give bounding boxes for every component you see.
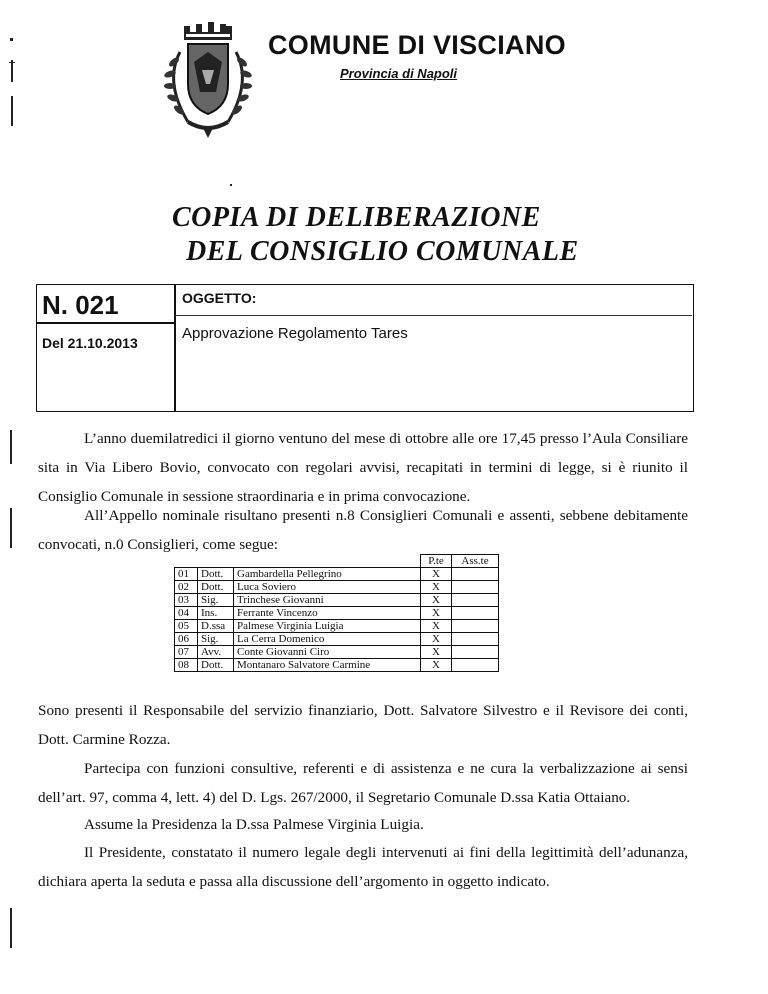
paragraph-text: L’anno duemilatredici il giorno ventuno del mese di ottobre alle ore 17,45 presso l’Aula Consiliare sita in Via Libero Bovio, convocato con regolari avvisi, recapitati in termini di legge, si è riunito il Consiglio Comunale in sessione straordinaria e in prima convocazione. xyxy=(38,430,688,505)
resolution-date: Del 21.10.2013 xyxy=(42,335,138,351)
paragraph-attendees xyxy=(38,696,688,754)
row-title: D.ssa xyxy=(198,620,234,633)
row-number: 01 xyxy=(175,568,198,581)
paragraph-presidency xyxy=(38,810,688,839)
row-present: X xyxy=(421,620,452,633)
table-cell xyxy=(198,555,234,568)
row-title: Dott. xyxy=(198,659,234,672)
row-title: Avv. xyxy=(198,646,234,659)
table-row xyxy=(175,594,499,607)
row-number: 02 xyxy=(175,581,198,594)
row-absent xyxy=(452,659,499,672)
row-name: La Cerra Domenico xyxy=(234,633,421,646)
paragraph-text: Assume la Presidenza la D.ssa Palmese Virginia Luigia. xyxy=(84,816,424,833)
table-header-row xyxy=(175,555,499,568)
row-name: Conte Giovanni Ciro xyxy=(234,646,421,659)
scan-mark xyxy=(9,62,15,63)
row-present: X xyxy=(421,659,452,672)
roll-call-table xyxy=(174,554,499,672)
row-number: 06 xyxy=(175,633,198,646)
paragraph-text: Partecipa con funzioni consultive, referenti e di assistenza e ne cura la verbalizzazione ai sensi dell’art. 97, comma 4, lett. 4) del D. Lgs. 267/2000, il Segretario Comunale D.ssa Katia Ottaiano. xyxy=(38,760,688,806)
paragraph-meeting xyxy=(38,424,688,511)
paragraph-text: Il Presidente, constatato il numero legale degli intervenuti ai fini della legittimità dell’adunanza, dichiara aperta la seduta e passa alla discussione dell’argomento in oggetto indicato. xyxy=(38,844,688,890)
row-absent xyxy=(452,633,499,646)
row-absent xyxy=(452,620,499,633)
box-divider xyxy=(174,284,176,412)
row-absent xyxy=(452,607,499,620)
row-number: 04 xyxy=(175,607,198,620)
row-title: Dott. xyxy=(198,568,234,581)
table-row xyxy=(175,568,499,581)
paragraph-opening xyxy=(38,838,688,896)
row-present: X xyxy=(421,633,452,646)
row-present: X xyxy=(421,581,452,594)
document-heading-line1: COPIA DI DELIBERAZIONE xyxy=(172,202,541,233)
subject-label: OGGETTO: xyxy=(182,290,257,306)
header-absent: Ass.te xyxy=(452,555,499,568)
table-row xyxy=(175,659,499,672)
row-present: X xyxy=(421,607,452,620)
row-title: Dott. xyxy=(198,581,234,594)
scan-mark xyxy=(10,908,12,948)
scan-mark xyxy=(10,430,12,464)
paragraph-text: Sono presenti il Responsabile del servizio finanziario, Dott. Salvatore Silvestro e il Revisore dei conti, Dott. Carmine Rozza. xyxy=(38,702,688,748)
subject-text: Approvazione Regolamento Tares xyxy=(182,325,408,342)
row-title: Sig. xyxy=(198,633,234,646)
row-number: 05 xyxy=(175,620,198,633)
table-row xyxy=(175,646,499,659)
paragraph-secretary xyxy=(38,754,688,812)
municipality-title: COMUNE DI VISCIANO xyxy=(268,30,566,60)
resolution-number: N. 021 xyxy=(42,290,119,320)
row-number: 03 xyxy=(175,594,198,607)
row-title: Ins. xyxy=(198,607,234,620)
row-name: Gambardella Pellegrino xyxy=(234,568,421,581)
row-absent xyxy=(452,581,499,594)
box-divider xyxy=(37,322,174,324)
row-absent xyxy=(452,594,499,607)
table-row xyxy=(175,633,499,646)
table-cell xyxy=(234,555,421,568)
header-present: P.te xyxy=(421,555,452,568)
paragraph-roll-call xyxy=(38,501,688,559)
table-row xyxy=(175,581,499,594)
row-present: X xyxy=(421,568,452,581)
row-absent xyxy=(452,568,499,581)
scan-mark xyxy=(230,184,232,186)
province-subtitle: Provincia di Napoli xyxy=(340,66,458,81)
row-name: Luca Soviero xyxy=(234,581,421,594)
row-name: Ferrante Vincenzo xyxy=(234,607,421,620)
table-row xyxy=(175,607,499,620)
row-present: X xyxy=(421,646,452,659)
row-name: Palmese Virginia Luigia xyxy=(234,620,421,633)
box-divider xyxy=(175,315,692,316)
scan-mark xyxy=(11,60,13,82)
row-absent xyxy=(452,646,499,659)
paragraph-text: All’Appello nominale risultano presenti n.8 Consiglieri Comunali e assenti, sebbene debitamente convocati, n.0 Consiglieri, come segue: xyxy=(38,507,688,553)
row-present: X xyxy=(421,594,452,607)
row-number: 07 xyxy=(175,646,198,659)
row-title: Sig. xyxy=(198,594,234,607)
document-heading-line2: DEL CONSIGLIO COMUNALE xyxy=(186,236,579,267)
municipal-crest-icon xyxy=(158,22,258,140)
row-name: Montanaro Salvatore Carmine xyxy=(234,659,421,672)
row-number: 08 xyxy=(175,659,198,672)
scan-mark xyxy=(11,96,13,126)
scan-mark xyxy=(10,508,12,548)
table-row xyxy=(175,620,499,633)
table-cell xyxy=(175,555,198,568)
row-name: Trinchese Giovanni xyxy=(234,594,421,607)
scan-mark xyxy=(10,38,13,41)
